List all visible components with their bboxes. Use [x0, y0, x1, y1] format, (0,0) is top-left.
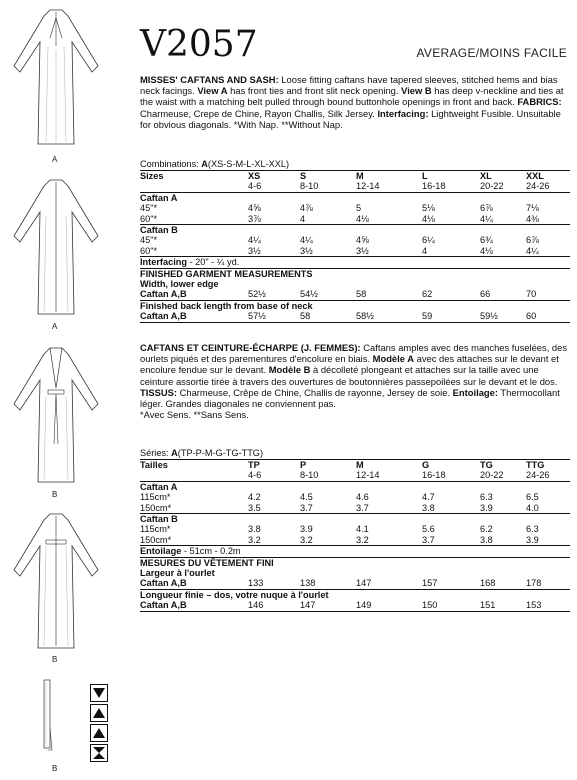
hourglass-icon — [90, 744, 108, 762]
yardage-table-english: Sizes XS S M L XL XXL 4-6 8-10 12-14 16-18 20-22 24-26 Caftan A 45"* 4⅝ 4⅞ 5 5⅛ 6⅞ 7⅛ 60"* 3⅞ 4 4⅛ 4⅛ 4¼ 4⅜ Caftan B 45"* 4¼ 4¼ 4⅝ 6¼ 6¾ 6⅞ 60"* 3½ 3½ 3½ 4 4⅛ 4¼ Interfacing - 20" - ¼ yd. FINISHED GARMENT MEASUREMENTS Width, lower edge Caftan A,B 52½ 54½ 58 62 66 70 Finished back length from base of neck Caftan A,B 57½ 58 58½ 59 59½ 60 — [140, 170, 570, 323]
difficulty-level: AVERAGE/MOINS FACILE — [416, 46, 567, 60]
view-label: A — [52, 322, 58, 331]
table-row: 115cm* 4.2 4.5 4.6 4.7 6.3 6.5 — [140, 492, 539, 503]
table-row: 60"* 3⅞ 4 4⅛ 4⅛ 4¼ 4⅜ — [140, 214, 570, 225]
view-label: B — [52, 764, 58, 773]
view-label: A — [52, 155, 58, 164]
table-row: 115cm* 3.8 3.9 4.1 5.6 6.2 6.3 — [140, 524, 539, 535]
yardage-table-french: Tailles TP P M G TG TTG 4-6 8-10 12-14 16-18 20-22 24-26 Caftan A 115cm* 4.2 4.5 4.6 4.7 6.3 6.5 150cm* 3.5 3.7 3.7 3.8 3.9 4.0 Caftan B 115cm* 3.8 3.9 4.1 5.6 6.2 6.3 150cm* 3.2 3.2 3.2 3.7 3.8 3.9 Entoilage - 51cm - 0.2m MESURES DU VÊTEMENT FINI Largeur à l'ourlet Caftan A,B 133 138 147 157 168 178 Longueur finie – dos, votre nuque à l'ourlet Caftan A,B 146 147 149 150 151 153 — [140, 459, 570, 612]
fabric-symbols — [90, 684, 110, 764]
table-row: Caftan A,B 52½ 54½ 58 62 66 70 — [140, 289, 570, 300]
caftan-b-front-drawing — [10, 344, 102, 486]
caftan-a-back-drawing — [10, 176, 102, 318]
view-label: B — [52, 655, 58, 664]
description-english: MISSES' CAFTANS AND SASH: Loose fitting caftans have tapered sleeves, stitched hems and bias neck facings. View A has front ties and front slit neck opening. View B has deep v-neckline and ties at the waist with a matching belt pulled through bound buttonhole openings in front and back. FABRICS: Charmeuse, Crepe de Chine, Rayon Challis, Silk Jersey. Interfacing: Lightweight Fusible. Unsuitable for obvious diagonals. *With Nap. **Without Nap. — [140, 74, 564, 130]
caftan-b-back-drawing — [10, 510, 102, 652]
table-row: 45"* 4⅝ 4⅞ 5 5⅛ 6⅞ 7⅛ — [140, 203, 539, 214]
caftan-a-front-drawing — [10, 6, 102, 148]
table-row: 150cm* 3.2 3.2 3.2 3.7 3.8 3.9 — [140, 535, 570, 546]
table-row: Caftan A,B 146 147 149 150 151 153 — [140, 600, 570, 611]
pattern-number: V2057 — [140, 24, 258, 65]
table-row: 60"* 3½ 3½ 3½ 4 4⅛ 4¼ — [140, 246, 570, 257]
illustration-column — [0, 0, 118, 780]
triangle-down-icon — [90, 684, 108, 702]
view-label: B — [52, 490, 58, 499]
triangle-up-icon — [90, 704, 108, 722]
description-french: CAFTANS ET CEINTURE-ÉCHARPE (J. FEMMES): Caftans amples avec des manches fuselées, des ourlets piqués et des parementures d'encolure en biais. Modèle A avec des attaches sur le devant et encolure fendue sur le devant. Modèle B à décolleté plongeant et attaches sur la taille avec une ceinture assortie tirée à travers des ouvertures de boutonnières passepoilées sur le devant et le dos. TISSUS: Charmeuse, Crêpe de Chine, Challis de rayonne, Jersey de soie. Entoilage: Thermocollant léger. Grandes diagonales ne conviennent pas. *Avec Sens. **Sans Sens. — [140, 342, 568, 421]
series-line: Séries: A(TP-P-M-G-TG-TTG) — [140, 448, 264, 458]
sash-drawing — [38, 678, 58, 760]
table-row: 150cm* 3.5 3.7 3.7 3.8 3.9 4.0 — [140, 503, 570, 514]
table-row: Caftan A,B 57½ 58 58½ 59 59½ 60 — [140, 311, 570, 322]
table-row: 45"* 4¼ 4¼ 4⅝ 6¼ 6¾ 6⅞ — [140, 235, 539, 246]
triangle-up-icon — [90, 724, 108, 742]
combinations-line: Combinations: A(XS-S-M-L-XL-XXL) — [140, 159, 290, 169]
table-row: Caftan A,B 133 138 147 157 168 178 — [140, 578, 570, 589]
